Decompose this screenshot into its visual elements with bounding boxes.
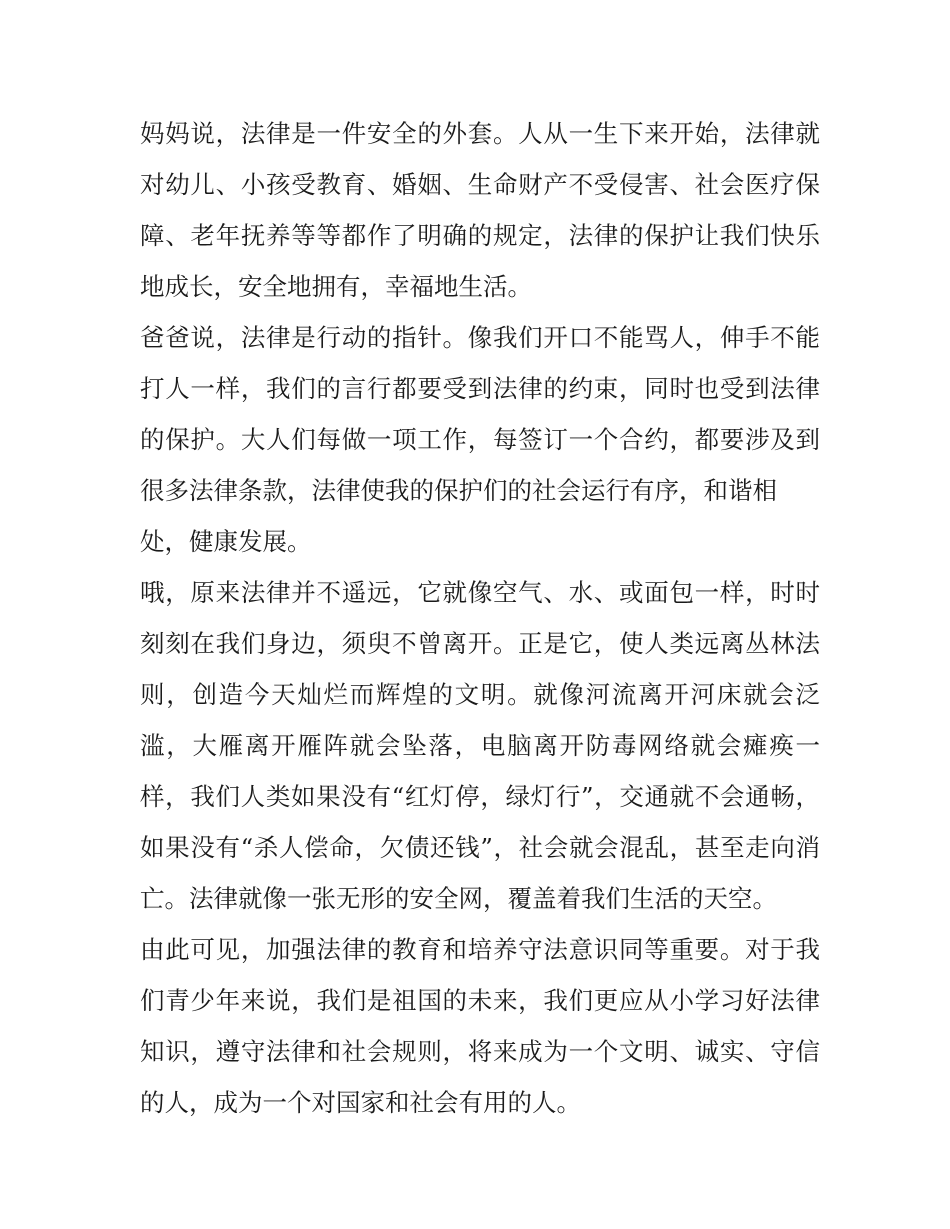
paragraph-4 bbox=[140, 924, 820, 1128]
text-line: 滥，大雁离开雁阵就会坠落，电脑离开防毒网络就会瘫痪一 bbox=[140, 731, 820, 760]
text-line: 则，创造今天灿烂而辉煌的文明。就像河流离开河床就会泛 bbox=[140, 680, 820, 709]
text-line: 们青少年来说，我们是祖国的未来，我们更应从小学习好法律 bbox=[140, 986, 820, 1015]
text-line: 对幼儿、小孩受教育、婚姻、生命财产不受侵害、社会医疗保 bbox=[140, 170, 820, 199]
text-line: 的人，成为一个对国家和社会有用的人。 bbox=[140, 1088, 581, 1117]
text-line: 知识，遵守法律和社会规则，将来成为一个文明、诚实、守信 bbox=[140, 1037, 820, 1066]
text-line: 爸爸说，法律是行动的指针。像我们开口不能骂人，伸手不能 bbox=[140, 323, 820, 352]
text-line: 障、老年抚养等等都作了明确的规定，法律的保护让我们快乐 bbox=[140, 221, 820, 250]
text-line: 样，我们人类如果没有“红灯停，绿灯行”，交通就不会通畅， bbox=[140, 782, 820, 811]
text-line: 很多法律条款，法律使我的保护们的社会运行有序，和谐相 bbox=[140, 476, 777, 505]
text-line: 妈妈说，法律是一件安全的外套。人从一生下来开始，法律就 bbox=[140, 119, 820, 148]
text-line: 刻刻在我们身边，须臾不曾离开。正是它，使人类远离丛林法 bbox=[140, 629, 820, 658]
paragraph-2 bbox=[140, 312, 820, 567]
document-body bbox=[140, 108, 820, 1128]
text-line: 哦，原来法律并不遥远，它就像空气、水、或面包一样，时时 bbox=[140, 578, 820, 607]
text-line: 打人一样，我们的言行都要受到法律的约束，同时也受到法律 bbox=[140, 374, 820, 403]
text-line: 如果没有“杀人偿命，欠债还钱”，社会就会混乱，甚至走向消 bbox=[140, 833, 820, 862]
text-line: 的保护。大人们每做一项工作，每签订一个合约，都要涉及到 bbox=[140, 425, 820, 454]
text-line: 亡。法律就像一张无形的安全网，覆盖着我们生活的天空。 bbox=[140, 884, 777, 913]
text-line: 处，健康发展。 bbox=[140, 527, 312, 556]
text-line: 地成长，安全地拥有，幸福地生活。 bbox=[140, 272, 532, 301]
paragraph-3 bbox=[140, 567, 820, 924]
paragraph-1 bbox=[140, 108, 820, 312]
text-line: 由此可见，加强法律的教育和培养守法意识同等重要。对于我 bbox=[140, 935, 820, 964]
